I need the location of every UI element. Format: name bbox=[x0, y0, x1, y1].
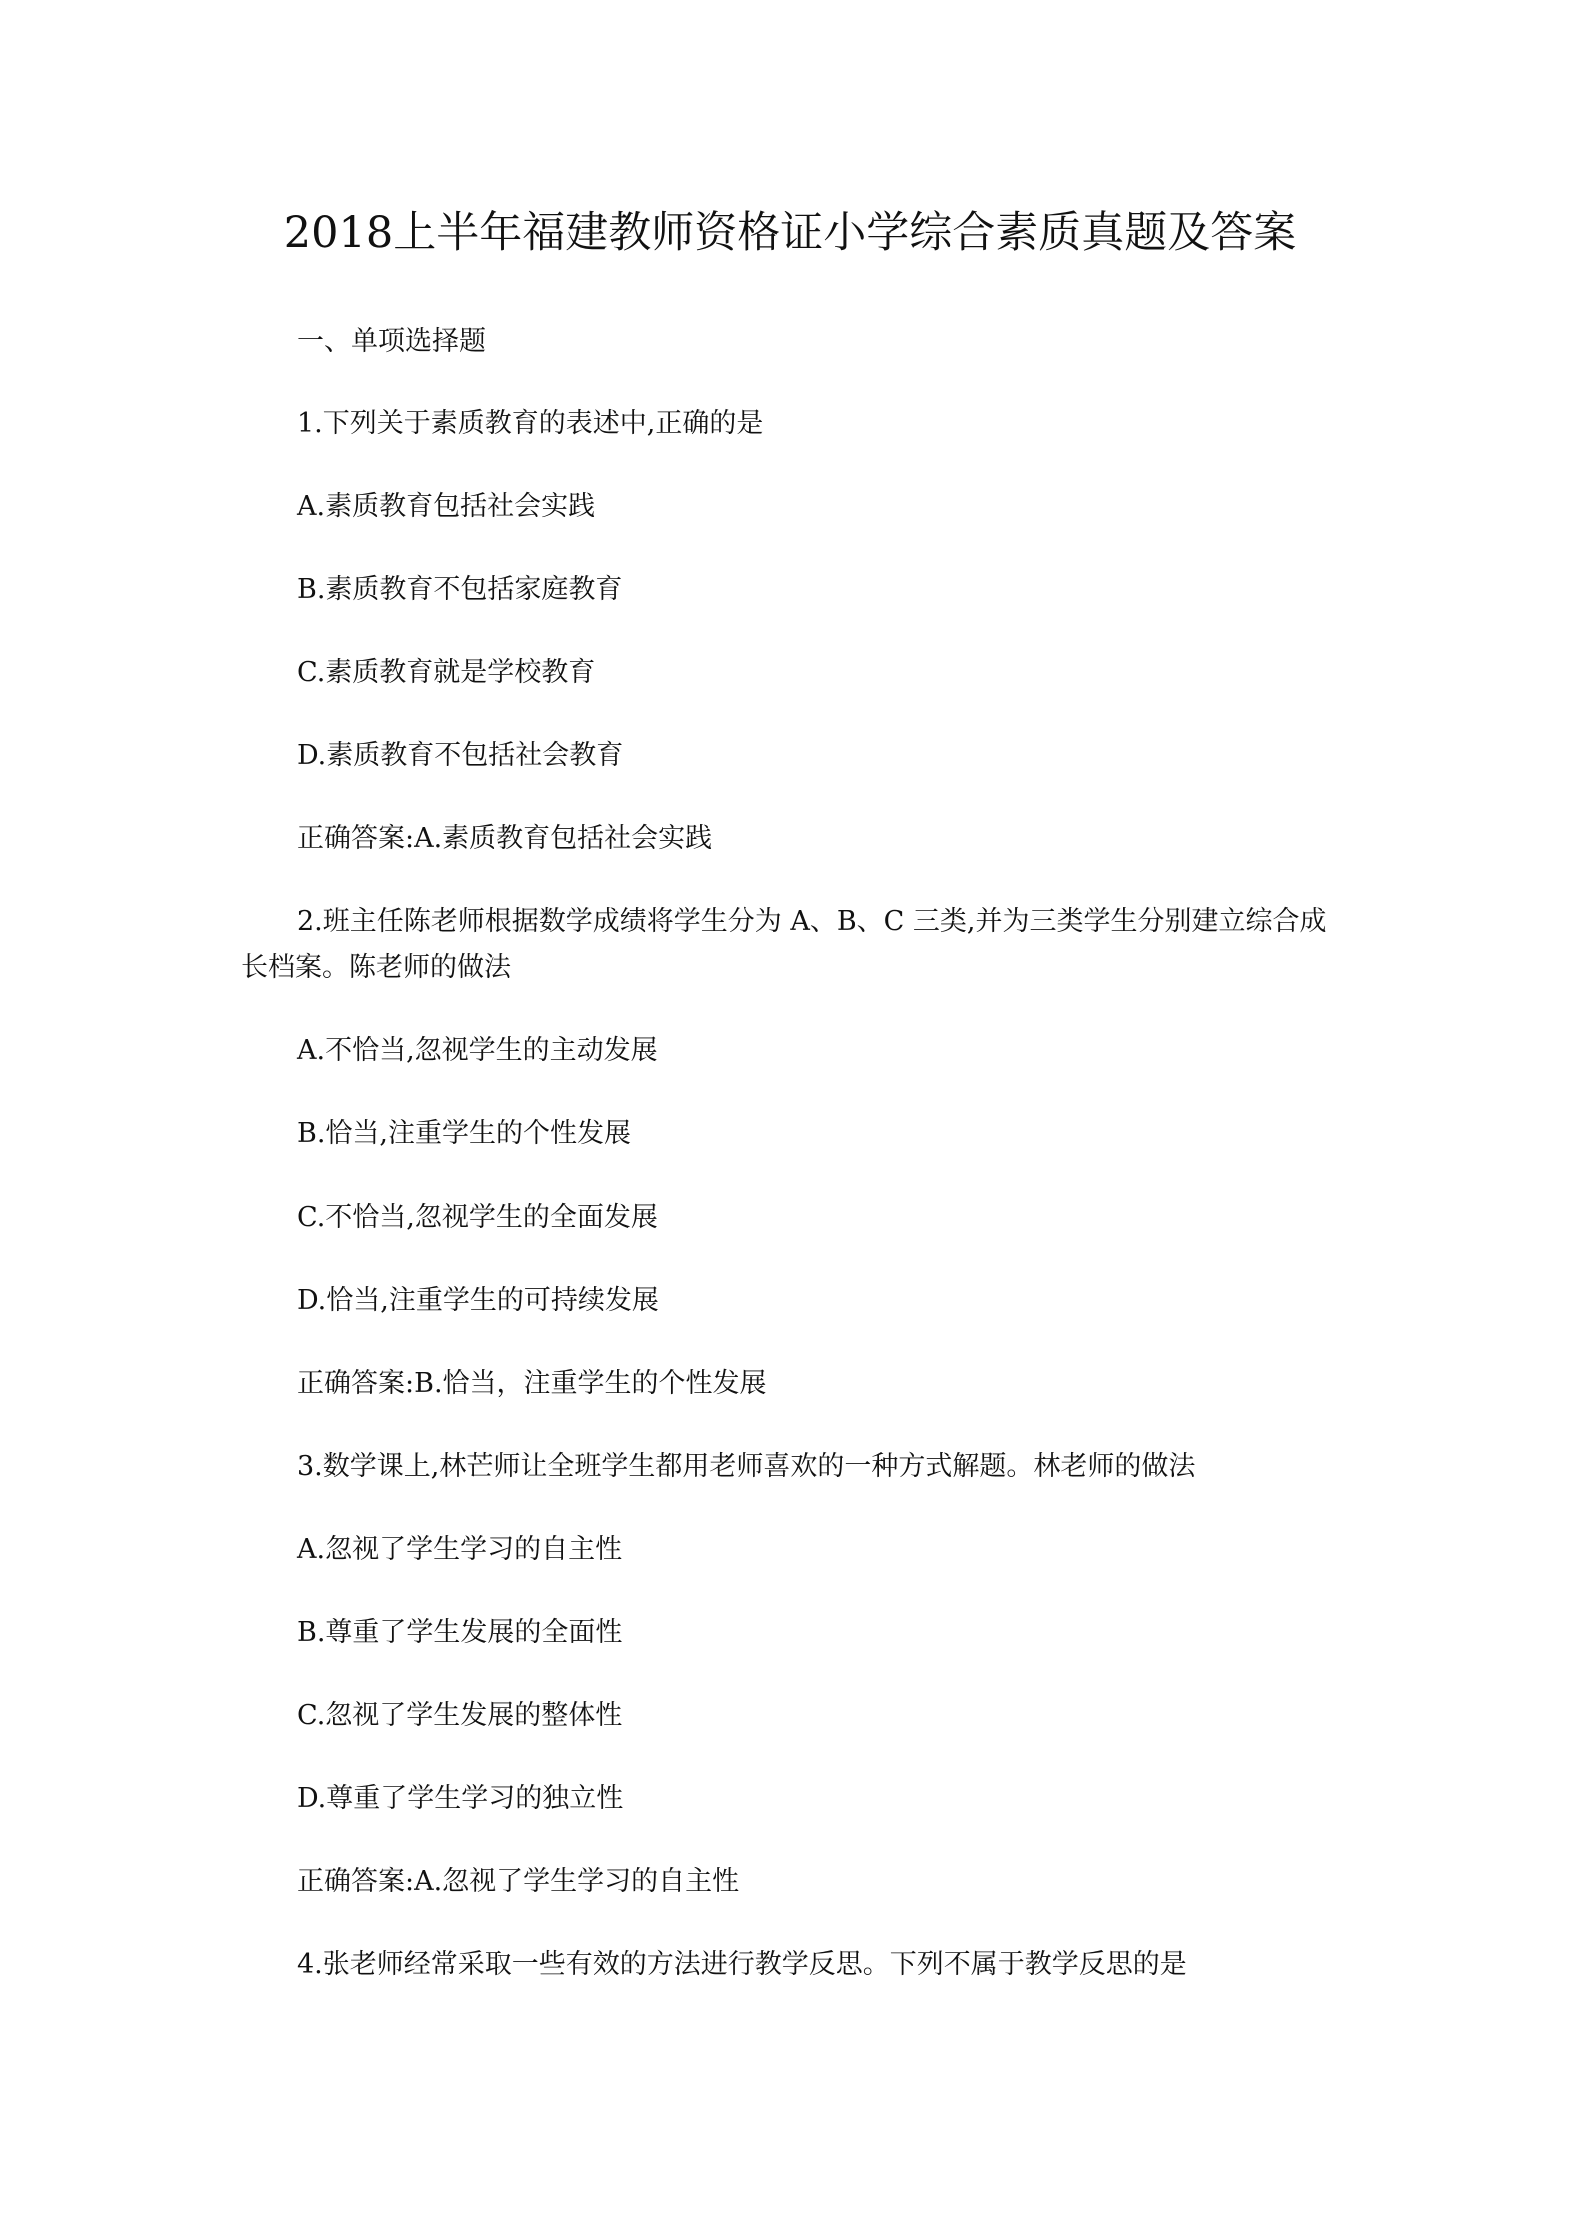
question-1-option-d: D.素质教育不包括社会教育 bbox=[297, 740, 624, 771]
question-3-option-a: A.忽视了学生学习的自主性 bbox=[297, 1534, 623, 1565]
question-1-option-a: A.素质教育包括社会实践 bbox=[297, 491, 596, 522]
question-3-stem: 3.数学课上,林芒师让全班学生都用老师喜欢的一种方式解题。林老师的做法 bbox=[297, 1451, 1196, 1482]
question-2-option-b: B.恰当,注重学生的个性发展 bbox=[297, 1118, 632, 1149]
document-title: 2018上半年福建教师资格证小学综合素质真题及答案 bbox=[283, 208, 1297, 258]
question-2-option-c: C.不恰当,忽视学生的全面发展 bbox=[297, 1202, 658, 1233]
question-2-answer: 正确答案:B.恰当，注重学生的个性发展 bbox=[297, 1368, 767, 1399]
question-1-answer: 正确答案:A.素质教育包括社会实践 bbox=[297, 823, 713, 854]
question-2-option-a: A.不恰当,忽视学生的主动发展 bbox=[297, 1035, 658, 1066]
question-2-stem-line-2: 长档案。陈老师的做法 bbox=[241, 952, 511, 983]
question-1-option-c: C.素质教育就是学校教育 bbox=[297, 657, 596, 688]
question-3-option-c: C.忽视了学生发展的整体性 bbox=[297, 1700, 623, 1731]
question-1-stem: 1.下列关于素质教育的表述中,正确的是 bbox=[297, 408, 764, 439]
question-1-option-b: B.素质教育不包括家庭教育 bbox=[297, 574, 623, 605]
question-2-option-d: D.恰当,注重学生的可持续发展 bbox=[297, 1285, 659, 1316]
question-3-option-b: B.尊重了学生发展的全面性 bbox=[297, 1617, 623, 1648]
question-2-stem-line-1: 2.班主任陈老师根据数学成绩将学生分为 A、B、C 三类,并为三类学生分别建立综合成 bbox=[297, 906, 1327, 937]
question-3-option-d: D.尊重了学生学习的独立性 bbox=[297, 1783, 624, 1814]
section-heading: 一、单项选择题 bbox=[297, 326, 486, 357]
question-3-answer: 正确答案:A.忽视了学生学习的自主性 bbox=[297, 1866, 740, 1897]
question-4-stem: 4.张老师经常采取一些有效的方法进行教学反思。下列不属于教学反思的是 bbox=[297, 1949, 1187, 1980]
